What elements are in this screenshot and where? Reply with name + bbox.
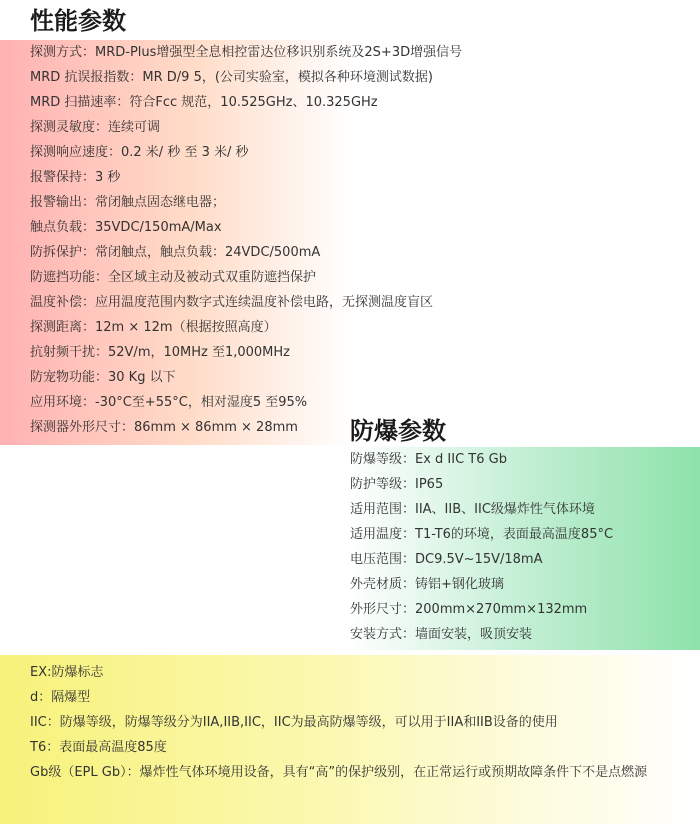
legend-row: EX:防爆标志 [30,665,104,680]
performance-parameter-list [30,40,690,440]
explosion-heading: 防爆参数 [350,417,446,445]
performance-row: 抗射频干扰：52V/m，10MHz 至1,000MHz [30,345,291,360]
explosion-row: 防爆等级：Ex d IIC T6 Gb [350,452,507,467]
legend-description: 爆炸性气体环境用设备，具有“高”的保护级别，在正常运行或预期故障条件下不是点燃源 [139,765,648,780]
explosion-row: 外形尺寸：200mm×270mm×132mm [350,602,588,617]
explosion-row: 适用温度：T1-T6的环境，表面最高温度85°C [350,527,614,542]
performance-row: 防拆保护：常闭触点，触点负载：24VDC/500mA [30,245,321,260]
explosion-row: 安装方式：墙面安装，吸顶安装 [350,627,533,642]
legend-term: Gb级（EPL Gb）： [30,765,140,780]
explosion-parameter-list [350,447,695,647]
performance-row: 探测器外形尺寸：86mm × 86mm × 28mm [30,420,298,435]
explosion-row: 电压范围：DC9.5V~15V/18mA [350,552,543,567]
performance-row: 探测距离：12m × 12m（根据按照高度） [30,320,277,335]
performance-row: 触点负载：35VDC/150mA/Max [30,220,222,235]
performance-row: 探测灵敏度：连续可调 [30,120,161,135]
legend-row: d：隔爆型 [30,690,91,705]
performance-row: MRD 扫描速率：符合Fcc 规范，10.525GHz、10.325GHz [30,95,378,110]
explosion-row: 适用范围：IIA、IIB、IIC级爆炸性气体环境 [350,502,595,517]
performance-row: 防宠物功能：30 Kg 以下 [30,370,176,385]
legend-row-gb [30,760,690,785]
performance-row: MRD 抗误报指数：MR D/9 5，(公司实验室，模拟各种环境测试数据) [30,70,433,85]
performance-row: 报警输出：常闭触点固态继电器； [30,195,226,210]
legend-row: T6：表面最高温度85度 [30,740,167,755]
performance-row: 温度补偿：应用温度范围内数字式连续温度补偿电路，无探测温度盲区 [30,295,434,310]
performance-row: 报警保持：3 秒 [30,170,121,185]
explosion-row: 防护等级：IP65 [350,477,444,492]
legend-row: IIC：防爆等级，防爆等级分为IIA,IIB,IIC，IIC为最高防爆等级，可以用于IIA和IIB设备的使用 [30,715,558,730]
performance-row: 探测方式：MRD-Plus增强型全息相控雷达位移识别系统及2S+3D增强信号 [30,45,463,60]
performance-row: 应用环境：-30°C至+55°C，相对湿度5 至95% [30,395,308,410]
performance-row: 探测响应速度：0.2 米/ 秒 至 3 米/ 秒 [30,145,249,160]
marking-legend [30,660,690,785]
performance-heading: 性能参数 [30,7,126,35]
explosion-row: 外壳材质：铸铝+钢化玻璃 [350,577,504,592]
performance-row: 防遮挡功能：全区域主动及被动式双重防遮挡保护 [30,270,317,285]
